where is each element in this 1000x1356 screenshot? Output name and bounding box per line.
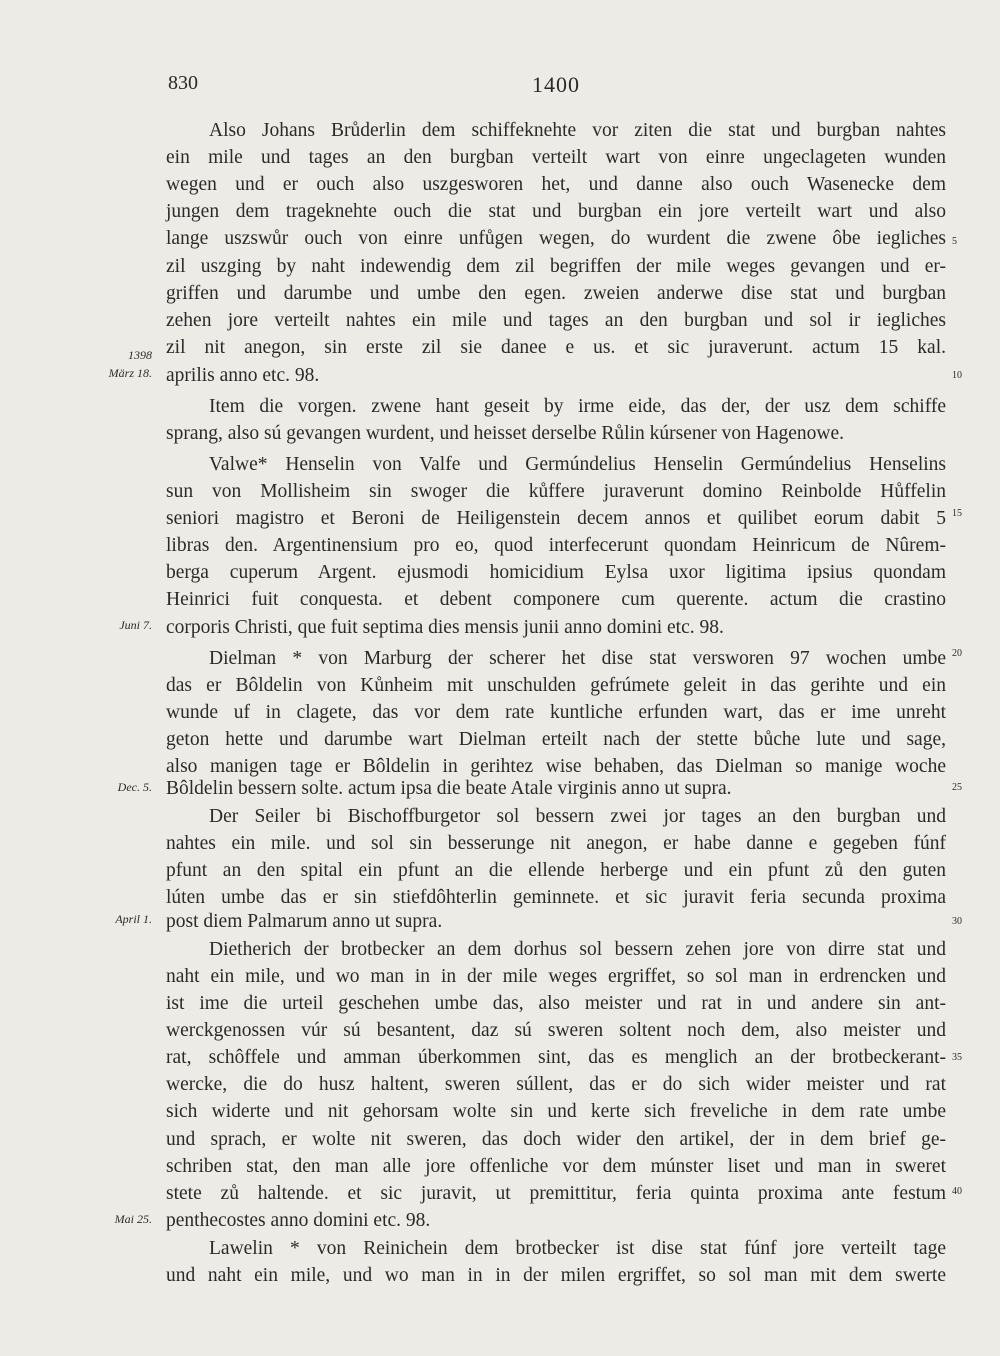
line-number: 5 bbox=[952, 236, 957, 247]
line-number: 30 bbox=[952, 916, 962, 927]
text-line: lange uszswůr ouch von einre unfůgen wegen, do wurdent die zwene ôbe iegliches bbox=[166, 228, 946, 249]
text-line: Lawelin * von Reinichein dem brotbecker ist dise stat fúnf jore verteilt tage bbox=[209, 1238, 946, 1259]
text-line: naht ein mile, und wo man in in der mile weges ergriffet, so sol man in erdrencken und bbox=[166, 966, 946, 987]
text-line: Also Johans Brůderlin dem schiffeknehte vor ziten die stat und burgban nahtes bbox=[209, 120, 946, 141]
text-line: Dietherich der brotbecker an dem dorhus sol bessern zehen jore von dirre stat und bbox=[209, 939, 946, 960]
text-line: geton hette und darumbe wart Dielman erteilt nach der stette bůche lute und sage, bbox=[166, 729, 946, 750]
line-number: 10 bbox=[952, 370, 962, 381]
line-number: 35 bbox=[952, 1052, 962, 1063]
text-line: zil nit anegon, sin erste zil sie danee e us. et sic juraverunt. actum 15 kal. bbox=[166, 337, 946, 358]
text-line: sprang, also sú gevangen wurdent, und heisset derselbe Růlin kúrsener von Hagenowe. bbox=[166, 423, 844, 444]
text-line: lúten umbe das er sin stiefdôhterlin geminnete. et sic juravit feria secunda proxima bbox=[166, 887, 946, 908]
text-line: wercke, die do husz haltent, sweren súllent, das er do sich wider meister und rat bbox=[166, 1074, 946, 1095]
text-line: post diem Palmarum anno ut supra. bbox=[166, 911, 443, 932]
text-line: Heinrici fuit conquesta. et debent componere cum querente. actum die crastino bbox=[166, 589, 946, 610]
page-number: 830 bbox=[168, 72, 198, 94]
text-line: und naht ein mile, und wo man in in der milen ergriffet, so sol man mit dem swerte bbox=[166, 1265, 946, 1286]
text-line: schriben stat, den man alle jore offenliche vor dem múnster liset und man in sweret bbox=[166, 1156, 946, 1177]
text-line: Valwe* Henselin von Valfe und Germúndelius Henselin Germúndelius Henselins bbox=[209, 454, 946, 475]
margin-date: 1398 bbox=[128, 348, 152, 362]
text-line: ein mile und tages an den burgban verteilt wart von einre ungeclageten wunden bbox=[166, 147, 946, 168]
text-line: Item die vorgen. zwene hant geseit by irme eide, das der, der usz dem schiffe bbox=[209, 396, 946, 417]
margin-date: Mai 25. bbox=[114, 1212, 152, 1226]
text-line: aprilis anno etc. 98. bbox=[166, 365, 320, 386]
text-line: zil uszging by naht indewendig dem zil begriffen der mile weges gevangen und er- bbox=[166, 256, 946, 277]
text-line: werckgenossen vúr sú besantent, daz sú sweren soltent noch dem, also meister und bbox=[166, 1020, 946, 1041]
text-line: griffen und darumbe und umbe den egen. zweien anderwe dise stat und burgban bbox=[166, 283, 946, 304]
text-line: nahtes ein mile. und sol sin besserunge nit anegon, er habe danne e gegeben fúnf bbox=[166, 833, 946, 854]
text-line: das er Bôldelin von Kůnheim mit unschulden gefrúmete geleit in das gerihte und ein bbox=[166, 675, 946, 696]
line-number: 25 bbox=[952, 782, 962, 793]
text-line: rat, schôffele und amman úberkommen sint, das es menglich an der brotbeckerant- bbox=[166, 1047, 946, 1068]
text-line: also manigen tage er Bôldelin in gerihtez wise behaben, das Dielman so manige woche bbox=[166, 756, 946, 777]
text-line: Dielman * von Marburg der scherer het dise stat versworen 97 wochen umbe bbox=[209, 648, 946, 669]
text-line: corporis Christi, que fuit septima dies mensis junii anno domini etc. 98. bbox=[166, 617, 724, 638]
text-line: penthecostes anno domini etc. 98. bbox=[166, 1210, 431, 1231]
text-line: libras den. Argentinensium pro eo, quod interfecerunt quondam Heinricum de Nûrem- bbox=[166, 535, 946, 556]
margin-date: Dec. 5. bbox=[117, 780, 152, 794]
text-line: und sprach, er wolte nit sweren, das doch wider den artikel, der in dem brief ge- bbox=[166, 1129, 946, 1150]
text-line: stete zů haltende. et sic juravit, ut premittitur, feria quinta proxima ante festum bbox=[166, 1183, 946, 1204]
margin-date: März 18. bbox=[108, 366, 152, 380]
text-line: sich widerte und nit gehorsam wolte sin und kerte sich freveliche in dem rate umbe bbox=[166, 1101, 946, 1122]
text-line: pfunt an den spital ein pfunt an die ellende herberge und ein pfunt zů den guten bbox=[166, 860, 946, 881]
text-line: ist ime die urteil geschehen umbe das, also meister und rat in und andere sin ant- bbox=[166, 993, 946, 1014]
line-number: 15 bbox=[952, 508, 962, 519]
text-line: wegen und er ouch also uszgesworen het, und danne also ouch Wasenecke dem bbox=[166, 174, 946, 195]
margin-date: Juni 7. bbox=[119, 618, 152, 632]
text-line: Bôldelin bessern solte. actum ipsa die beate Atale virginis anno ut supra. bbox=[166, 778, 732, 799]
text-line: zehen jore verteilt nahtes ein mile und tages an den burgban und sol ir iegliches bbox=[166, 310, 946, 331]
text-line: wunde uf in clagete, das vor dem rate kuntliche erfunden wart, das er ime unreht bbox=[166, 702, 946, 723]
line-number: 20 bbox=[952, 648, 962, 659]
text-line: sun von Mollisheim sin swoger die kůffere juraverunt domino Reinbolde Hůffelin bbox=[166, 481, 946, 502]
page-year-header: 1400 bbox=[532, 72, 580, 97]
line-number: 40 bbox=[952, 1186, 962, 1197]
text-line: berga cuperum Argent. ejusmodi homicidium Eylsa uxor ligitima ipsius quondam bbox=[166, 562, 946, 583]
text-line: jungen dem trageknehte ouch die stat und burgban ein jore verteilt wart und also bbox=[166, 201, 946, 222]
text-line: seniori magistro et Beroni de Heiligenstein decem annos et quilibet eorum dabit 5 bbox=[166, 508, 946, 529]
margin-date: April 1. bbox=[115, 912, 152, 926]
text-line: Der Seiler bi Bischoffburgetor sol bessern zwei jor tages an den burgban und bbox=[209, 806, 946, 827]
